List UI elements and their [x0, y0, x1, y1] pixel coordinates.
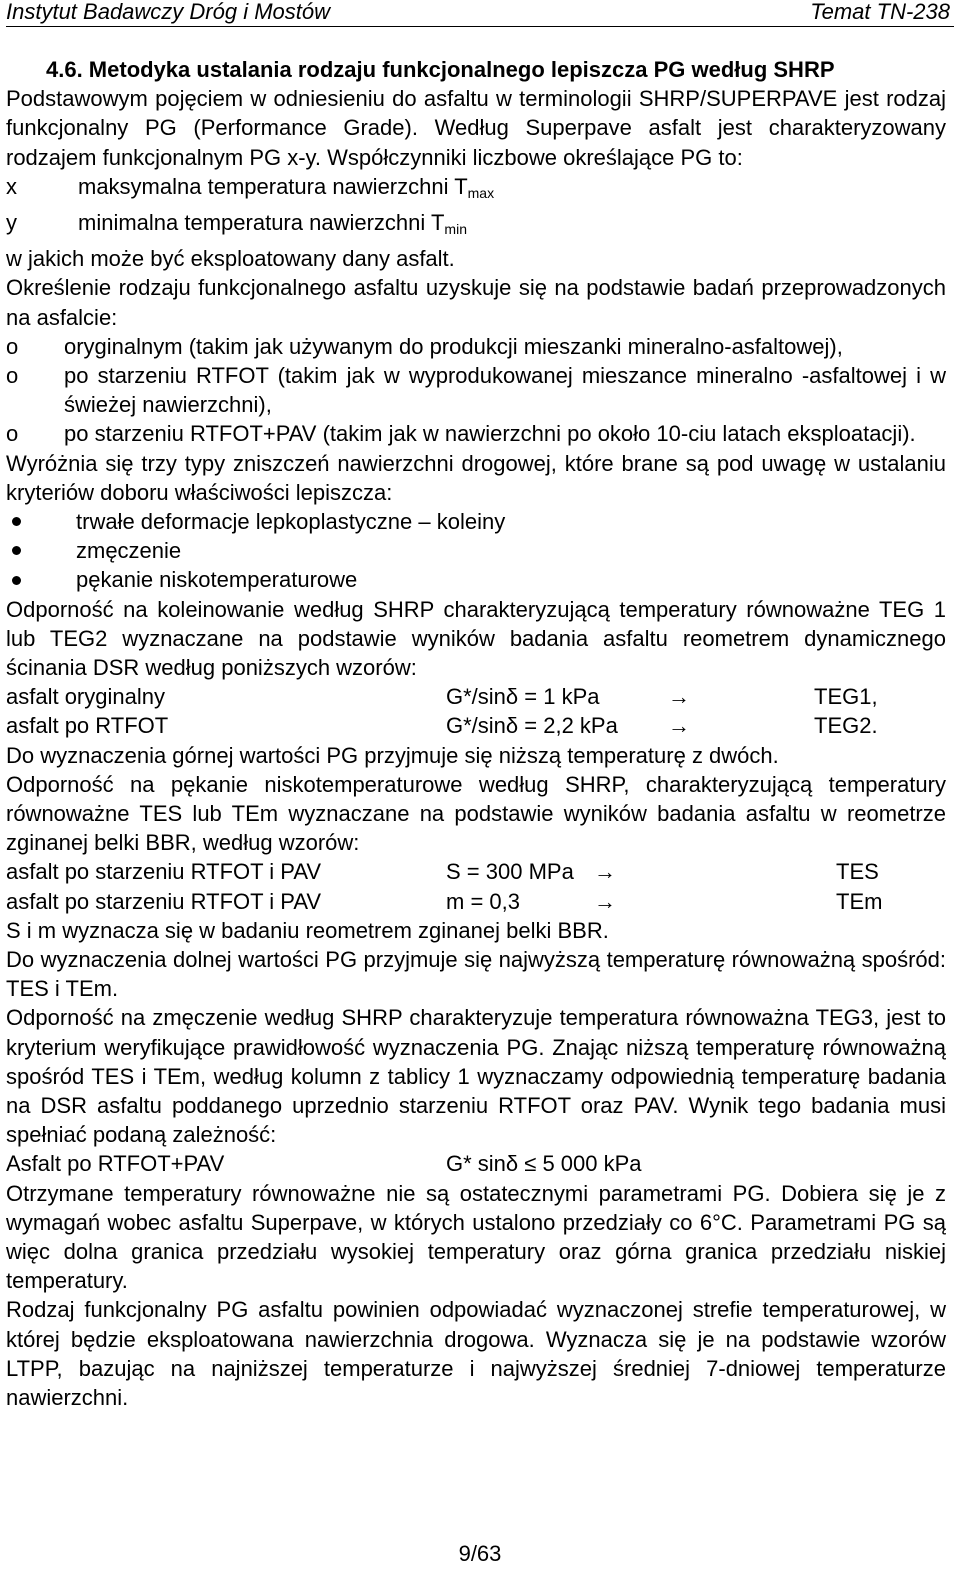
list-item	[6, 361, 946, 419]
arrow-icon: →	[668, 684, 690, 710]
bullet-text: pękanie niskotemperaturowe	[76, 567, 358, 593]
list-marker: o	[6, 333, 19, 359]
paragraph: Odporność na koleinowanie według SHRP charakteryzującą temperatury równoważne TEG 1 lub TEG2 wyznaczane na podstawie wyników badania asfaltu reometrem dynamicznego ścinania DSR według poniższych wzorów:	[6, 596, 946, 681]
list-marker: o	[6, 363, 19, 389]
formula-sample: asfalt po starzeniu RTFOT i PAV	[6, 888, 322, 914]
arrow-icon: →	[594, 859, 616, 885]
formula-expression: G*/sinδ = 1 kPa	[446, 684, 600, 710]
list-text: po starzeniu RTFOT (takim jak w wyprodukowanej mieszance mineralno -asfaltowej i w świeżej nawierzchni),	[64, 363, 946, 418]
paragraph: Odporność na zmęczenie według SHRP charakteryzuje temperatura równoważna TEG3, jest to kryterium weryfikujące prawidłowość wyznaczenia PG. Znając niższą temperaturę równoważną spośród TES i TEm, według kolumn z tablicy 1 wyznaczamy odpowiednią temperaturę badania na DSR asfaltu poddanego uprzednio starzeniu RTFOT oraz PAV. Wynik tego badania musi spełniać podaną zależność:	[6, 1005, 946, 1148]
formula-sample: asfalt po RTFOT	[6, 713, 169, 739]
paragraph: Rodzaj funkcjonalny PG asfaltu powinien odpowiadać wyznaczonej strefie temperaturowej, w której będzie eksploatowana nawierzchnia drogowa. Wyznacza się je na podstawie wzorów LTPP, bazując na najniższej temperaturze i najwyższej średniej 7-dniowej temperaturze nawierzchni.	[6, 1297, 946, 1411]
formula-result: TEG2.	[814, 713, 878, 739]
arrow-icon: →	[594, 888, 616, 914]
list-text: po starzeniu RTFOT+PAV (takim jak w nawierzchni po około 10-ciu latach eksploatacji).	[64, 421, 916, 447]
formula-result: TEm	[836, 888, 883, 914]
list-marker: o	[6, 421, 19, 447]
formula-row	[6, 711, 946, 740]
definition-symbol: y	[6, 210, 17, 236]
list-item	[6, 332, 946, 361]
bullet-item	[6, 507, 946, 536]
list-item	[6, 419, 946, 448]
formula-sample: Asfalt po RTFOT+PAV	[6, 1151, 225, 1177]
formula-row	[6, 887, 946, 916]
formula-result: TES	[836, 859, 879, 885]
formula-row	[6, 857, 946, 886]
formula-sample: asfalt po starzeniu RTFOT i PAV	[6, 859, 322, 885]
page-header	[6, 0, 954, 27]
definition-subscript: min	[444, 221, 467, 238]
bullet-text: trwałe deformacje lepkoplastyczne – koleiny	[76, 509, 506, 535]
bullet-icon	[12, 517, 21, 526]
arrow-icon: →	[668, 713, 690, 739]
formula-expression: G* sinδ ≤ 5 000 kPa	[446, 1151, 642, 1177]
definition-row	[6, 208, 946, 244]
bullet-item	[6, 536, 946, 565]
bullet-icon	[12, 576, 21, 585]
document-body	[6, 55, 946, 1412]
bullet-item	[6, 565, 946, 594]
header-topic: Temat TN-238	[810, 0, 950, 24]
paragraph: Do wyznaczenia górnej wartości PG przyjmuje się niższą temperaturę z dwóch.	[6, 742, 779, 768]
formula-sample: asfalt oryginalny	[6, 684, 165, 710]
list-text: oryginalnym (takim jak używanym do produkcji mieszanki mineralno-asfaltowej),	[64, 333, 843, 359]
paragraph: Podstawowym pojęciem w odniesieniu do asfaltu w terminologii SHRP/SUPERPAVE jest rodzaj funkcjonalny PG (Performance Grade). Według Superpave asfalt jest charakteryzowany rodzajem funkcjonalnym PG x-y. Współczynniki liczbowe określające PG to:	[6, 86, 946, 170]
paragraph: Określenie rodzaju funkcjonalnego asfaltu uzyskuje się na podstawie badań przeprowadzonych na asfalcie:	[6, 275, 946, 330]
definition-subscript: max	[467, 184, 495, 201]
paragraph: Otrzymane temperatury równoważne nie są ostatecznymi parametrami PG. Dobiera się je z wymagań wobec asfaltu Superpave, w których ustalono przedziały co 6°C. Parametrami PG są więc dolna granica przedziału wysokiej temperatury oraz górna granica przedziału niskiej temperatury.	[6, 1180, 946, 1294]
paragraph: Do wyznaczenia dolnej wartości PG przyjmuje się najwyższą temperaturę równoważną spośród: TES i TEm.	[6, 947, 946, 1002]
page-number: 9/63	[458, 1541, 502, 1566]
formula-expression: G*/sinδ = 2,2 kPa	[446, 713, 618, 739]
paragraph: Odporność na pękanie niskotemperaturowe według SHRP, charakteryzującą temperatury równoważne TES lub TEm wyznaczane na podstawie wyników badania asfaltu w reometrze zginanej belki BBR, według wzorów:	[6, 771, 946, 856]
formula-row	[6, 1149, 946, 1178]
definition-row	[6, 172, 946, 208]
definition-text: minimalna temperatura nawierzchni T	[78, 210, 445, 236]
paragraph: Wyróżnia się trzy typy zniszczeń nawierzchni drogowej, które brane są pod uwagę w ustalaniu kryteriów doboru właściwości lepiszcza:	[6, 450, 946, 505]
formula-row	[6, 682, 946, 711]
formula-result: TEG1,	[814, 684, 878, 710]
section-heading: 4.6. Metodyka ustalania rodzaju funkcjonalnego lepiszcza PG według SHRP	[46, 57, 835, 82]
paragraph: S i m wyznacza się w badaniu reometrem zginanej belki BBR.	[6, 917, 609, 943]
definition-text: maksymalna temperatura nawierzchni T	[78, 173, 468, 199]
bullet-text: zmęczenie	[76, 538, 182, 564]
header-institute: Instytut Badawczy Dróg i Mostów	[6, 0, 331, 24]
bullet-icon	[12, 546, 21, 555]
formula-expression: S = 300 MPa	[446, 859, 574, 885]
paragraph: w jakich może być eksploatowany dany asfalt.	[6, 246, 455, 272]
definition-symbol: x	[6, 173, 17, 199]
formula-expression: m = 0,3	[446, 888, 520, 914]
